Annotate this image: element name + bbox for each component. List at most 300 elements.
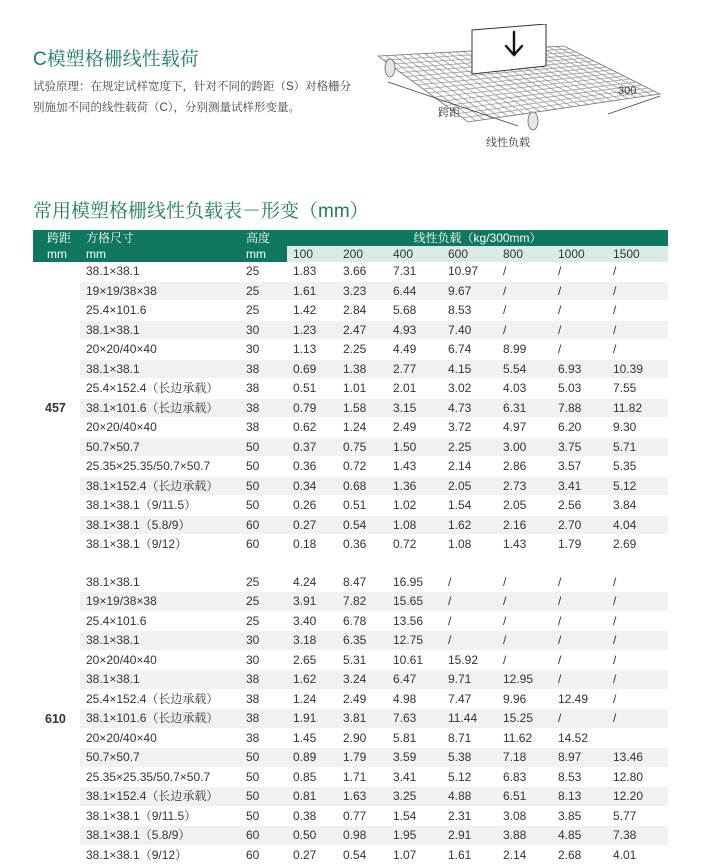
table-row [33, 748, 668, 768]
deformation-cell: 8.53 [442, 301, 497, 321]
deformation-cell: 4.49 [387, 340, 442, 360]
deformation-cell: 6.74 [442, 340, 497, 360]
deformation-cell: 1.61 [442, 845, 497, 865]
deformation-cell: 0.34 [287, 476, 337, 496]
deformation-cell: / [552, 631, 607, 651]
height-cell: 38 [240, 709, 287, 729]
mesh-size-cell: 19×19/38×38 [80, 592, 240, 612]
deformation-cell: 0.62 [287, 418, 337, 438]
deformation-cell: 0.98 [337, 826, 387, 846]
height-cell: 60 [240, 515, 287, 535]
deformation-cell: 7.31 [387, 262, 442, 281]
deformation-cell: 4.97 [497, 418, 552, 438]
header-load-600: 600 [442, 246, 497, 262]
deformation-cell: 1.63 [337, 787, 387, 807]
deformation-cell: 12.75 [387, 631, 442, 651]
deformation-cell: 6.20 [552, 418, 607, 438]
mesh-size-cell: 20×20/40×40 [80, 650, 240, 670]
deformation-cell: 8.99 [497, 340, 552, 360]
deformation-cell: 9.67 [442, 281, 497, 301]
deformation-cell: 0.51 [337, 496, 387, 516]
deformation-cell: 1.79 [337, 748, 387, 768]
deformation-cell: 3.59 [387, 748, 442, 768]
deformation-cell: 5.54 [497, 359, 552, 379]
deformation-cell: 4.24 [287, 573, 337, 592]
deformation-cell: 1.01 [337, 379, 387, 399]
span-value: 457 [45, 401, 66, 415]
deformation-cell: 1.43 [497, 535, 552, 555]
deformation-cell: 2.05 [497, 496, 552, 516]
deformation-cell: 6.51 [497, 787, 552, 807]
height-cell: 25 [240, 573, 287, 592]
deformation-cell: 1.62 [442, 515, 497, 535]
deformation-cell: 2.31 [442, 806, 497, 826]
mesh-size-cell: 50.7×50.7 [80, 437, 240, 457]
load-deformation-table [33, 230, 668, 865]
deformation-cell: 0.69 [287, 359, 337, 379]
diagram-caption: 线性负载 [486, 137, 530, 149]
deformation-cell: 10.39 [607, 359, 668, 379]
deformation-cell: 5.81 [387, 728, 442, 748]
deformation-cell: 3.75 [552, 437, 607, 457]
header-size: 方格尺寸 [80, 230, 240, 246]
deformation-cell: 2.91 [442, 826, 497, 846]
mesh-size-cell: 38.1×38.1 [80, 573, 240, 592]
deformation-cell: / [607, 340, 668, 360]
deformation-cell: 0.54 [337, 515, 387, 535]
mesh-size-cell: 38.1×38.1 [80, 359, 240, 379]
height-cell: 25 [240, 281, 287, 301]
header-load-200: 200 [337, 246, 387, 262]
deformation-cell: 5.68 [387, 301, 442, 321]
deformation-cell: 8.97 [552, 748, 607, 768]
deformation-cell: 11.44 [442, 709, 497, 729]
deformation-cell: 1.61 [287, 281, 337, 301]
deformation-cell: 0.36 [287, 457, 337, 477]
height-cell: 38 [240, 418, 287, 438]
mesh-size-cell: 20×20/40×40 [80, 418, 240, 438]
mesh-size-cell: 25.4×101.6 [80, 611, 240, 631]
deformation-cell: 1.54 [387, 806, 442, 826]
deformation-cell: / [607, 592, 668, 612]
deformation-cell: 0.51 [287, 379, 337, 399]
deformation-cell: 2.65 [287, 650, 337, 670]
table-row [33, 670, 668, 690]
height-cell: 60 [240, 845, 287, 865]
header-load-1500: 1500 [607, 246, 668, 262]
table-row [33, 592, 668, 612]
deformation-cell: 13.56 [387, 611, 442, 631]
deformation-cell: / [607, 320, 668, 340]
deformation-cell: 5.12 [607, 476, 668, 496]
deformation-cell: 1.79 [552, 535, 607, 555]
table-title: 常用模塑格栅线性负载表－形变（mm） [33, 201, 369, 222]
deformation-cell: 2.25 [337, 340, 387, 360]
mesh-size-cell: 38.1×152.4（长边承载） [80, 476, 240, 496]
height-cell: 25 [240, 611, 287, 631]
deformation-cell: 2.77 [387, 359, 442, 379]
deformation-cell: 15.65 [387, 592, 442, 612]
height-cell: 30 [240, 340, 287, 360]
mesh-size-cell: 38.1×38.1 [80, 262, 240, 281]
table-row [33, 515, 668, 535]
separator-cell [33, 554, 668, 573]
deformation-cell: 3.24 [337, 670, 387, 690]
deformation-cell: 7.18 [497, 748, 552, 768]
deformation-cell: 11.82 [607, 398, 668, 418]
deformation-cell: 2.69 [607, 535, 668, 555]
deformation-cell: 0.68 [337, 476, 387, 496]
deformation-cell: 1.36 [387, 476, 442, 496]
deformation-cell: 12.20 [607, 787, 668, 807]
deformation-cell: 3.02 [442, 379, 497, 399]
deformation-cell: / [552, 320, 607, 340]
table-row [33, 787, 668, 807]
deformation-cell: 0.18 [287, 535, 337, 555]
deformation-cell: 11.62 [497, 728, 552, 748]
deformation-cell: 6.47 [387, 670, 442, 690]
deformation-cell: 3.41 [387, 767, 442, 787]
deformation-cell: 2.47 [337, 320, 387, 340]
deformation-cell: 5.71 [607, 437, 668, 457]
deformation-cell: 10.97 [442, 262, 497, 281]
deformation-cell: 7.88 [552, 398, 607, 418]
deformation-cell: 2.56 [552, 496, 607, 516]
support-bar-left [385, 59, 395, 77]
mesh-size-cell: 25.4×152.4（长边承载） [80, 379, 240, 399]
deformation-cell: 7.63 [387, 709, 442, 729]
table-row [33, 709, 668, 729]
deformation-cell: 0.72 [387, 535, 442, 555]
table-row [33, 457, 668, 477]
deformation-cell: 3.66 [337, 262, 387, 281]
deformation-cell: 0.81 [287, 787, 337, 807]
deformation-cell: / [497, 573, 552, 592]
deformation-cell: 7.82 [337, 592, 387, 612]
deformation-cell: / [552, 301, 607, 321]
deformation-cell: / [552, 592, 607, 612]
deformation-cell: 3.40 [287, 611, 337, 631]
deformation-cell: / [552, 573, 607, 592]
deformation-cell: 8.13 [552, 787, 607, 807]
height-cell: 50 [240, 496, 287, 516]
deformation-cell: 2.70 [552, 515, 607, 535]
deformation-cell: 2.49 [337, 689, 387, 709]
deformation-cell: 4.73 [442, 398, 497, 418]
height-cell: 30 [240, 631, 287, 651]
table-row [33, 689, 668, 709]
deformation-cell: 3.81 [337, 709, 387, 729]
deformation-cell: 10.61 [387, 650, 442, 670]
width-dimension-line [608, 96, 660, 114]
deformation-cell: / [607, 689, 668, 709]
deformation-cell: 1.13 [287, 340, 337, 360]
height-cell: 50 [240, 437, 287, 457]
height-cell: 50 [240, 476, 287, 496]
section-title: C模塑格栅线性载荷 [33, 49, 199, 70]
span-dimension-line [388, 82, 518, 126]
deformation-cell: 0.72 [337, 457, 387, 477]
table-row [33, 631, 668, 651]
deformation-cell: 2.68 [552, 845, 607, 865]
deformation-cell: 0.77 [337, 806, 387, 826]
deformation-cell: / [607, 631, 668, 651]
deformation-cell: 1.38 [337, 359, 387, 379]
mesh-size-cell: 25.4×101.6 [80, 301, 240, 321]
deformation-cell: 1.24 [337, 418, 387, 438]
height-cell: 50 [240, 787, 287, 807]
mesh-size-cell: 38.1×38.1（5.8/9） [80, 515, 240, 535]
deformation-cell: 15.92 [442, 650, 497, 670]
deformation-cell: / [442, 611, 497, 631]
deformation-cell: 3.57 [552, 457, 607, 477]
deformation-cell: 12.49 [552, 689, 607, 709]
deformation-cell: 3.23 [337, 281, 387, 301]
deformation-cell: 7.40 [442, 320, 497, 340]
deformation-cell: / [497, 631, 552, 651]
deformation-cell: 5.12 [442, 767, 497, 787]
deformation-cell: 2.73 [497, 476, 552, 496]
deformation-cell: 3.25 [387, 787, 442, 807]
mesh-size-cell: 19×19/38×38 [80, 281, 240, 301]
deformation-cell: 1.08 [387, 515, 442, 535]
deformation-cell: 4.01 [607, 845, 668, 865]
table-row [33, 359, 668, 379]
deformation-cell: 1.95 [387, 826, 442, 846]
support-bar-right [528, 112, 538, 130]
deformation-cell: 3.88 [497, 826, 552, 846]
mesh-size-cell: 38.1×38.1（9/11.5） [80, 806, 240, 826]
table-row [33, 535, 668, 555]
header-load-1000: 1000 [552, 246, 607, 262]
deformation-cell: / [497, 320, 552, 340]
deformation-cell: 1.23 [287, 320, 337, 340]
deformation-cell: 0.85 [287, 767, 337, 787]
span-label: 跨距 [438, 107, 460, 119]
mesh-size-cell: 38.1×38.1（9/12） [80, 535, 240, 555]
deformation-cell: 6.93 [552, 359, 607, 379]
height-cell: 60 [240, 535, 287, 555]
deformation-cell: 7.55 [607, 379, 668, 399]
deformation-cell: 4.04 [607, 515, 668, 535]
deformation-cell: / [607, 281, 668, 301]
deformation-cell: 1.08 [442, 535, 497, 555]
mesh-size-cell: 38.1×38.1（9/11.5） [80, 496, 240, 516]
mesh-size-cell: 38.1×38.1 [80, 631, 240, 651]
width-label: 300 [618, 85, 637, 97]
table-row [33, 728, 668, 748]
table-row [33, 767, 668, 787]
deformation-cell: / [497, 650, 552, 670]
deformation-cell: / [497, 281, 552, 301]
deformation-cell: 6.31 [497, 398, 552, 418]
header-height: 高度 [240, 230, 287, 246]
deformation-cell: / [607, 573, 668, 592]
table-row [33, 826, 668, 846]
height-cell: 50 [240, 767, 287, 787]
table-row [33, 437, 668, 457]
deformation-cell: 0.79 [287, 398, 337, 418]
span-value: 610 [45, 711, 66, 726]
deformation-cell: 1.07 [387, 845, 442, 865]
deformation-cell: 16.95 [387, 573, 442, 592]
deformation-cell: 0.26 [287, 496, 337, 516]
deformation-cell: 12.80 [607, 767, 668, 787]
deformation-cell: 6.44 [387, 281, 442, 301]
deformation-cell: 4.85 [552, 826, 607, 846]
deformation-cell: 3.41 [552, 476, 607, 496]
deformation-cell: / [552, 670, 607, 690]
deformation-cell: 0.27 [287, 515, 337, 535]
deformation-cell: 12.95 [497, 670, 552, 690]
table-row [33, 262, 668, 281]
header-span: 跨距 [33, 230, 80, 246]
deformation-cell: / [442, 631, 497, 651]
deformation-cell: 2.84 [337, 301, 387, 321]
deformation-cell: 2.05 [442, 476, 497, 496]
table-row [33, 496, 668, 516]
mesh-size-cell: 38.1×101.6（长边承载） [80, 398, 240, 418]
deformation-cell: 9.96 [497, 689, 552, 709]
deformation-cell: 1.43 [387, 457, 442, 477]
height-cell: 38 [240, 359, 287, 379]
mesh-size-cell: 50.7×50.7 [80, 748, 240, 768]
deformation-cell: 6.35 [337, 631, 387, 651]
deformation-cell: 4.15 [442, 359, 497, 379]
deformation-cell: 1.91 [287, 709, 337, 729]
table-row [33, 845, 668, 865]
height-cell: 50 [240, 806, 287, 826]
deformation-cell: 7.38 [607, 826, 668, 846]
deformation-cell: 5.03 [552, 379, 607, 399]
height-cell: 60 [240, 826, 287, 846]
deformation-cell: 0.36 [337, 535, 387, 555]
header-span-unit: mm [33, 246, 80, 262]
deformation-cell: 2.16 [497, 515, 552, 535]
deformation-cell: 1.42 [287, 301, 337, 321]
deformation-cell: 1.02 [387, 496, 442, 516]
deformation-cell: 1.62 [287, 670, 337, 690]
height-cell: 25 [240, 262, 287, 281]
height-cell: 38 [240, 728, 287, 748]
deformation-cell: 2.25 [442, 437, 497, 457]
deformation-cell: 1.50 [387, 437, 442, 457]
deformation-cell: 2.86 [497, 457, 552, 477]
group-separator [33, 554, 668, 573]
mesh-size-cell: 20×20/40×40 [80, 340, 240, 360]
deformation-cell: 1.71 [337, 767, 387, 787]
deformation-cell: 1.58 [337, 398, 387, 418]
deformation-cell: 3.85 [552, 806, 607, 826]
deformation-cell: / [497, 262, 552, 281]
height-cell: 38 [240, 689, 287, 709]
deformation-cell: / [497, 611, 552, 631]
deformation-cell: / [552, 262, 607, 281]
deformation-cell: 4.98 [387, 689, 442, 709]
table-row [33, 806, 668, 826]
deformation-cell: 0.50 [287, 826, 337, 846]
deformation-cell [607, 728, 668, 748]
deformation-cell: 1.24 [287, 689, 337, 709]
deformation-cell: 2.49 [387, 418, 442, 438]
deformation-cell: 9.71 [442, 670, 497, 690]
deformation-cell: 5.31 [337, 650, 387, 670]
height-cell: 38 [240, 670, 287, 690]
deformation-cell: 6.83 [497, 767, 552, 787]
deformation-cell: 1.54 [442, 496, 497, 516]
deformation-cell: 13.46 [607, 748, 668, 768]
deformation-cell: 8.53 [552, 767, 607, 787]
linear-load-diagram [368, 24, 668, 136]
deformation-cell: 4.88 [442, 787, 497, 807]
section-description: 试验原理：在规定试样宽度下，针对不同的跨距（S）对格栅分别施加不同的线性载荷（C），分别测量试样形变量。 [33, 81, 352, 114]
deformation-cell: / [607, 670, 668, 690]
deformation-cell: / [607, 262, 668, 281]
deformation-cell: / [497, 592, 552, 612]
height-cell: 25 [240, 592, 287, 612]
table-row [33, 398, 668, 418]
deformation-cell: 3.91 [287, 592, 337, 612]
deformation-cell: 3.18 [287, 631, 337, 651]
deformation-cell: 0.75 [337, 437, 387, 457]
deformation-cell: / [552, 650, 607, 670]
deformation-cell: / [442, 573, 497, 592]
deformation-cell: 4.93 [387, 320, 442, 340]
height-cell: 38 [240, 379, 287, 399]
mesh-size-cell: 38.1×101.6（长边承载） [80, 709, 240, 729]
header-load-400: 400 [387, 246, 442, 262]
deformation-cell: 3.15 [387, 398, 442, 418]
mesh-size-cell: 38.1×38.1 [80, 670, 240, 690]
table-row [33, 379, 668, 399]
deformation-cell: 3.00 [497, 437, 552, 457]
table-row [33, 281, 668, 301]
deformation-cell: 5.77 [607, 806, 668, 826]
mesh-size-cell: 38.1×38.1（9/12） [80, 845, 240, 865]
height-cell: 25 [240, 301, 287, 321]
deformation-cell: / [607, 301, 668, 321]
deformation-cell: 15.25 [497, 709, 552, 729]
deformation-cell: 2.14 [442, 457, 497, 477]
height-cell: 50 [240, 748, 287, 768]
deformation-cell: 1.45 [287, 728, 337, 748]
deformation-cell: 5.38 [442, 748, 497, 768]
deformation-cell: 9.30 [607, 418, 668, 438]
deformation-cell: / [607, 611, 668, 631]
table-row [33, 418, 668, 438]
deformation-cell: / [497, 301, 552, 321]
deformation-cell: 8.47 [337, 573, 387, 592]
table-row [33, 650, 668, 670]
height-cell: 50 [240, 457, 287, 477]
deformation-cell: 2.14 [497, 845, 552, 865]
table-row [33, 320, 668, 340]
deformation-cell: 0.38 [287, 806, 337, 826]
header-height-unit: mm [240, 246, 287, 262]
header-load-group: 线性负载（kg/300mm） [287, 230, 668, 246]
height-cell: 38 [240, 398, 287, 418]
table-row [33, 573, 668, 592]
deformation-cell: 3.72 [442, 418, 497, 438]
header-load-100: 100 [287, 246, 337, 262]
header-size-unit: mm [80, 246, 240, 262]
deformation-cell: 0.37 [287, 437, 337, 457]
table-row [33, 476, 668, 496]
deformation-cell: 0.89 [287, 748, 337, 768]
height-cell: 30 [240, 320, 287, 340]
header-load-800: 800 [497, 246, 552, 262]
deformation-cell: 0.54 [337, 845, 387, 865]
